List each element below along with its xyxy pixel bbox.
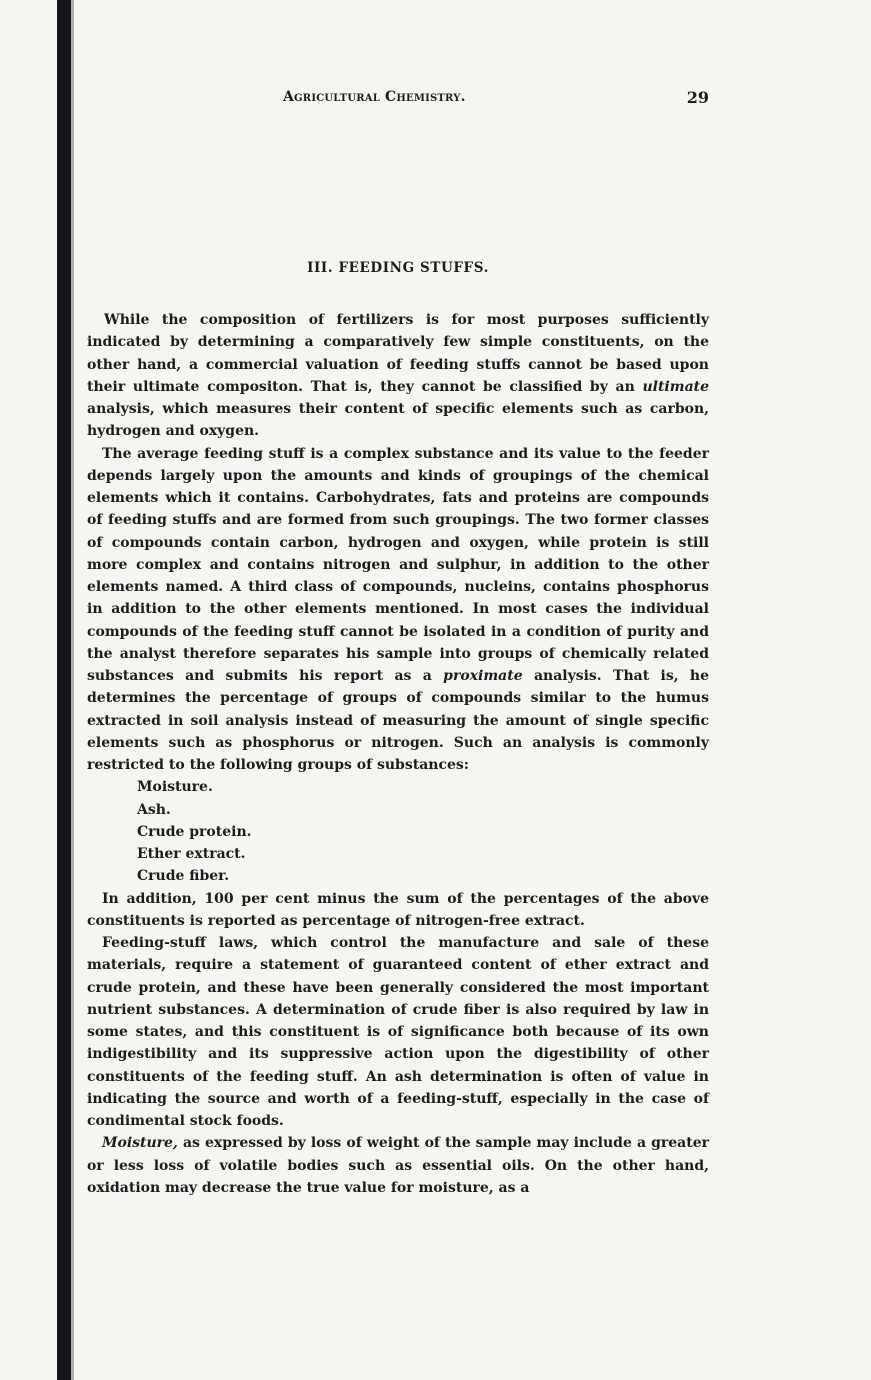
paragraph-composition-text-b: analysis, which measures their content of specific elements such as carbon, hydrogen and oxygen.	[87, 401, 709, 440]
list-item: Crude protein.	[137, 823, 252, 840]
running-head	[87, 89, 709, 111]
paragraph-average-text-b: analysis. That is, he determines the percentage of groups of compounds similar to the humus extracted in soil analysis instead of measuring the amount of single specific elements such as phosphorus or nitrogen. Such an analysis is commonly restricted to the following groups of substances:	[87, 668, 709, 773]
term-moisture: Moisture,	[102, 1135, 178, 1152]
body-text	[87, 309, 709, 1199]
list-item: Ether extract.	[137, 846, 246, 862]
book-binding-shadow	[57, 0, 71, 1380]
paragraph-moisture-text: as expressed by loss of weight of the sample may include a greater or less loss of volatile bodies such as essential oils. On the other hand, oxidation may decrease the true value for moisture, as a	[87, 1135, 709, 1196]
list-item: Crude fiber.	[137, 868, 230, 885]
paragraph-composition-text-a: While the composition of fertilizers is for most purposes sufficiently indicated by determining a comparatively few simple constituents, on the other hand, a commercial valuation of feeding stuffs cannot be based upon their ultimate compositon. That is, they cannot be classified by an	[87, 312, 709, 395]
section-heading: III. FEEDING STUFFS.	[307, 260, 489, 276]
term-proximate: proximate	[443, 668, 523, 684]
paragraph-nitrogen-free-extract: In addition, 100 per cent minus the sum of the percentages of the above constituents is reported as percentage of nitrogen-free extract.	[87, 890, 709, 929]
paragraph-feeding-stuff-laws: Feeding-stuff laws, which control the manufacture and sale of these materials, require a statement of guaranteed content of ether extract and crude protein, and these have been generally considered the most important nutrient substances. A determination of crude fiber is also required by law in some states, and this constituent is of significance both because of its own indigestibility and its suppressive action upon the digestibility of other constituents of the feeding stuff. An ash determination is often of value in indicating the source and worth of a feeding-stuff, especially in the case of condimental stock foods.	[87, 935, 709, 1129]
binding-edge-shadow	[71, 0, 74, 1380]
substance-list	[87, 776, 709, 887]
page-number: 29	[686, 88, 709, 107]
list-item: Moisture.	[137, 779, 213, 796]
running-title: Agricultural Chemistry.	[283, 89, 466, 105]
paragraph-composition	[87, 309, 709, 443]
paragraph-moisture	[87, 1132, 709, 1199]
paragraph-average-feeding-stuff	[87, 443, 709, 777]
paragraph-average-text-a: The average feeding stuff is a complex substance and its value to the feeder depends largely upon the amounts and kinds of groupings of the chemical elements which it contains. Carbohydrates, fats and proteins are compounds of feeding stuffs and are formed from such groupings. The two former classes of compounds contain carbon, hydrogen and oxygen, while protein is still more complex and contains nitrogen and sulphur, in addition to the other elements named. A third class of compounds, nucleins, contains phosphorus in addition to the other elements mentioned. In most cases the individual compounds of the feeding stuff cannot be isolated in a condition of purity and the analyst therefore separates his sample into groups of chemically related substances and submits his report as a	[87, 445, 709, 684]
list-item: Ash.	[137, 801, 171, 818]
term-ultimate: ultimate	[642, 378, 710, 395]
